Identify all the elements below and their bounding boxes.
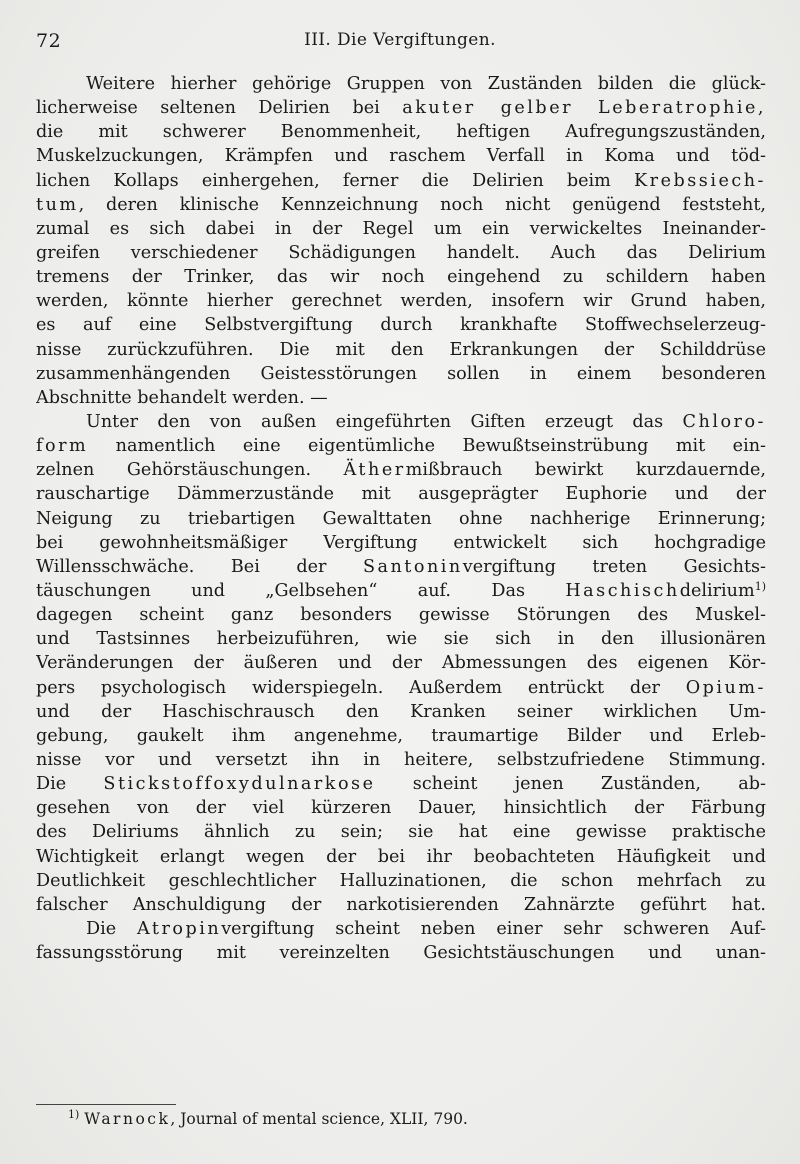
text-line-37: fassungsstörung mit vereinzelten Gesichtstäuschungen und unan- (36, 943, 766, 964)
text-line-5: lichen Kollaps einhergehen, ferner die Delirien beim Krebssiech- (36, 170, 766, 191)
text-line-36: Die Atropinvergiftung scheint neben einer sehr schweren Auf- (86, 918, 766, 939)
text-line-20: bei gewohnheitsmäßiger Vergiftung entwickelt sich hochgradige (36, 532, 766, 553)
text-line-25: Veränderungen der äußeren und der Abmessungen des eigenen Kör- (36, 653, 766, 674)
spaced-term: Atropin (137, 918, 222, 939)
text-line-4: Muskelzuckungen, Krämpfen und raschem Verfall in Koma und töd- (36, 146, 766, 167)
text-line-35: falscher Anschuldigung der narkotisierenden Zahnärzte geführt hat. (36, 894, 766, 915)
text-line-3: die mit schwerer Benommenheit, heftigen Aufregungszuständen, (36, 122, 766, 143)
text-line-2: licherweise seltenen Delirien bei akuter gelber Leberatrophie, (36, 98, 766, 119)
text-line-8: greifen verschiedener Schädigungen handelt. Auch das Delirium (36, 242, 766, 263)
footnote-number: 1) (68, 1108, 80, 1121)
spaced-term: akuter gelber Leberatrophie, (402, 98, 766, 119)
text-line-12: nisse zurückzuführen. Die mit den Erkrankungen der Schilddrüse (36, 339, 766, 360)
footnote-citation: , Journal of mental science, XLII, 790. (170, 1110, 468, 1128)
text-line-7: zumal es sich dabei in der Regel um ein verwickeltes Ineinander- (36, 218, 766, 239)
spaced-term: Santonin (362, 556, 463, 577)
body-text (36, 72, 766, 965)
spaced-term: Haschisch (565, 580, 680, 601)
text-line-27: und der Haschischrausch den Kranken seiner wirklichen Um- (36, 701, 766, 722)
text-line-11: es auf eine Selbstvergiftung durch krankhafte Stoffwechselerzeug- (36, 315, 766, 336)
spaced-term: form (36, 436, 89, 457)
text-line-34: Deutlichkeit geschlechtlicher Halluzinationen, die schon mehrfach zu (36, 870, 766, 891)
spaced-term: Äther (343, 460, 406, 481)
footnote (68, 1110, 468, 1128)
text-line-22: täuschungen und „Gelbsehen“ auf. Das Haschischdelirium$^{1)}$ (36, 579, 766, 601)
text-line-14: Abschnitte behandelt werden. — (36, 387, 328, 408)
spaced-term: Krebssiech- (634, 170, 766, 191)
text-line-33: Wichtigkeit erlangt wegen der bei ihr beobachteten Häufigkeit und (36, 846, 766, 867)
spaced-term: Stickstoffoxydulnarkose (103, 774, 376, 795)
text-line-15: Unter den von außen eingeführten Giften erzeugt das Chloro- (86, 411, 766, 432)
text-line-9: tremens der Trinker, das wir noch eingehend zu schildern haben (36, 267, 766, 288)
spaced-term: Chloro- (682, 411, 766, 432)
footnote-marker: 1) (754, 579, 766, 593)
text-line-17: zelnen Gehörstäuschungen. Äthermißbrauch bewirkt kurzdauernde, (36, 460, 766, 481)
text-line-1: Weitere hierher gehörige Gruppen von Zuständen bilden die glück- (86, 74, 766, 94)
text-line-26: pers psychologisch widerspiegeln. Außerdem entrückt der Opium- (36, 677, 766, 698)
footnote-divider (36, 1104, 176, 1105)
text-line-30: Die Stickstoffoxydulnarkose scheint jenen Zuständen, ab- (36, 774, 766, 795)
text-line-23: dagegen scheint ganz besonders gewisse Störungen des Muskel- (36, 605, 766, 626)
text-line-19: Neigung zu triebartigen Gewalttaten ohne nachherige Erinnerung; (36, 508, 766, 529)
spaced-term: Opium- (685, 677, 766, 698)
text-line-10: werden, könnte hierher gerechnet werden, insofern wir Grund haben, (36, 291, 766, 312)
text-line-13: zusammenhängenden Geistesstörungen sollen in einem besonderen (36, 363, 766, 384)
footnote-author: Warnock (84, 1110, 171, 1128)
text-line-21: Willensschwäche. Bei der Santoninvergiftung treten Gesichts- (36, 556, 766, 577)
text-line-16: form namentlich eine eigentümliche Bewußtseinstrübung mit ein- (36, 436, 766, 457)
text-line-18: rauschartige Dämmerzustände mit ausgeprägter Euphorie und der (36, 484, 766, 505)
running-head: III. Die Vergiftungen. (304, 30, 496, 50)
page-header (36, 30, 764, 60)
text-line-31: gesehen von der viel kürzeren Dauer, hinsichtlich der Färbung (36, 798, 766, 819)
spaced-term: tum (36, 194, 79, 215)
text-line-32: des Deliriums ähnlich zu sein; sie hat eine gewisse praktische (36, 822, 766, 843)
text-line-29: nisse vor und versetzt ihn in heitere, selbstzufriedene Stimmung. (36, 749, 766, 770)
text-line-6: tum, deren klinische Kennzeichnung noch nicht genügend feststeht, (36, 194, 766, 215)
text-line-24: und Tastsinnes herbeizuführen, wie sie sich in den illusionären (36, 629, 766, 650)
text-line-28: gebung, gaukelt ihm angenehme, traumartige Bilder und Erleb- (36, 725, 766, 746)
page-number: 72 (36, 30, 62, 52)
